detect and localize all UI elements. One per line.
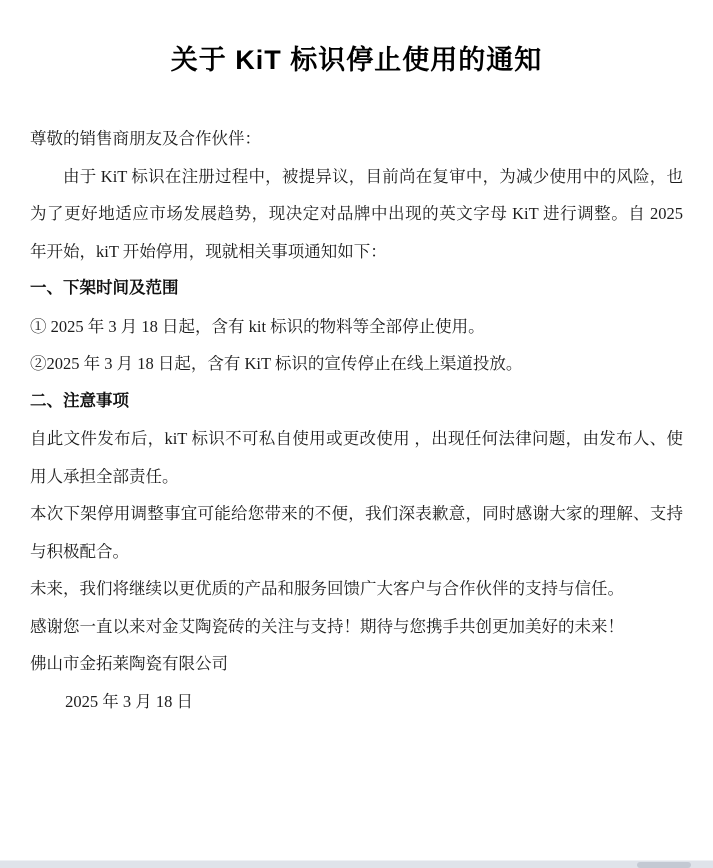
signature-block — [30, 645, 228, 720]
section2-paragraph-1: 自此文件发布后，kiT 标识不可私自使用或更改使用 ，出现任何法律问题，由发布人、使用人承担全部责任。 — [30, 429, 683, 486]
horizontal-scrollbar-thumb[interactable] — [637, 862, 691, 868]
section1-item-1: ① 2025 年 3 月 18 日起，含有 kit 标识的物料等全部停止使用。 — [30, 316, 485, 336]
section1-item-2: ②2025 年 3 月 18 日起，含有 KiT 标识的宣传停止在线上渠道投放。 — [30, 354, 523, 373]
signature-date: 2025 年 3 月 18 日 — [65, 691, 193, 711]
intro-paragraph: 由于 KiT 标识在注册过程中，被提异议，目前尚在复审中，为减少使用中的风险，也为了更好地适应市场发展趋势，现决定对品牌中出现的英文字母 KiT 进行调整。自 2025 年开始，kiT 开始停用，现就相关事项通知如下： — [30, 166, 683, 261]
notice-document — [0, 42, 713, 720]
section2-paragraph-2: 本次下架停用调整事宜可能给您带来的不便，我们深表歉意，同时感谢大家的理解、支持与积极配合。 — [30, 504, 683, 561]
salutation: 尊敬的销售商朋友及合作伙伴： — [30, 129, 261, 148]
signature-company: 佛山市金拓莱陶瓷有限公司 — [30, 654, 228, 673]
document-title: 关于 KiT 标识停止使用的通知 — [170, 45, 543, 75]
horizontal-scrollbar[interactable] — [0, 860, 713, 868]
document-body — [30, 120, 683, 720]
section1-heading: 一、下架时间及范围 — [30, 279, 179, 297]
section2-paragraph-3: 未来，我们将继续以更优质的产品和服务回馈广大客户与合作伙伴的支持与信任。 — [30, 579, 624, 598]
section2-paragraph-4: 感谢您一直以来对金艾陶瓷砖的关注与支持！期待与您携手共创更加美好的未来！ — [30, 616, 624, 636]
section2-heading: 二、注意事项 — [30, 391, 129, 410]
